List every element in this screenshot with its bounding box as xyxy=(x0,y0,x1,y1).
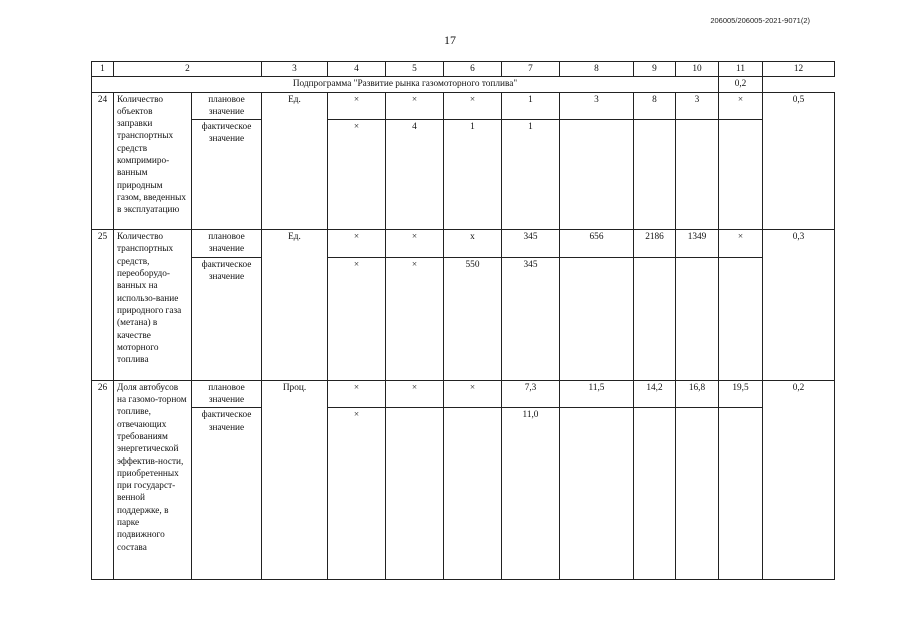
actual-value: × xyxy=(386,257,444,380)
planned-value: 16,8 xyxy=(676,380,719,408)
indicator-table xyxy=(91,61,835,580)
planned-value: 3 xyxy=(560,92,634,120)
actual-value: × xyxy=(328,257,386,380)
indicator-name: Количество объектов заправки транспортных средств компримиро-ванным природным газом, введенных в эксплуатацию xyxy=(114,92,192,230)
actual-value xyxy=(560,120,634,230)
page-number: 17 xyxy=(444,33,456,47)
planned-value: × xyxy=(386,380,444,408)
unit: Ед. xyxy=(262,230,328,381)
planned-value: × xyxy=(386,230,444,258)
document-id: 206005/206005-2021-9071(2) xyxy=(710,16,810,25)
unit: Ед. xyxy=(262,92,328,230)
planned-value: × xyxy=(444,92,502,120)
planned-value: 11,5 xyxy=(560,380,634,408)
subprogram-title: Подпрограмма "Развитие рынка газомоторного топлива" xyxy=(92,77,719,92)
actual-value xyxy=(634,408,676,580)
actual-label: фактическое значение xyxy=(192,408,262,580)
column-number: 10 xyxy=(676,62,719,77)
actual-value xyxy=(634,120,676,230)
column-number: 1 xyxy=(92,62,114,77)
table-row xyxy=(92,380,835,408)
column-number: 2 xyxy=(114,62,262,77)
column-number-row xyxy=(92,62,835,77)
column-number: 12 xyxy=(763,62,835,77)
planned-value: x xyxy=(444,230,502,258)
planned-value: × xyxy=(328,92,386,120)
actual-value xyxy=(676,257,719,380)
planned-label: плановое значение xyxy=(192,230,262,258)
weight: 0,2 xyxy=(763,380,835,580)
column-number: 4 xyxy=(328,62,386,77)
indicator-name: Количество транспортных средств, переоборудо-ванных на использо-вание природного газа (метана) в качестве моторного топлива xyxy=(114,230,192,381)
planned-value: 3 xyxy=(676,92,719,120)
table-row xyxy=(92,92,835,120)
planned-value: × xyxy=(328,230,386,258)
planned-value: 656 xyxy=(560,230,634,258)
table-row xyxy=(92,257,835,380)
row-number: 25 xyxy=(92,230,114,381)
actual-value: 345 xyxy=(502,257,560,380)
actual-value: × xyxy=(328,408,386,580)
planned-value: 1 xyxy=(502,92,560,120)
planned-value: 7,3 xyxy=(502,380,560,408)
column-number: 9 xyxy=(634,62,676,77)
subprogram-row xyxy=(92,77,835,92)
actual-value: 11,0 xyxy=(502,408,560,580)
actual-value xyxy=(560,408,634,580)
planned-value: 345 xyxy=(502,230,560,258)
column-number: 11 xyxy=(719,62,763,77)
table-row xyxy=(92,230,835,258)
actual-value: 4 xyxy=(386,120,444,230)
column-number: 6 xyxy=(444,62,502,77)
subprogram-weight: 0,2 xyxy=(719,77,763,92)
actual-value xyxy=(676,408,719,580)
column-number: 3 xyxy=(262,62,328,77)
actual-label: фактическое значение xyxy=(192,257,262,380)
planned-value: × xyxy=(328,380,386,408)
planned-value: × xyxy=(719,230,763,258)
table-row xyxy=(92,408,835,580)
column-number: 8 xyxy=(560,62,634,77)
actual-value: 550 xyxy=(444,257,502,380)
planned-value: 1349 xyxy=(676,230,719,258)
row-number: 26 xyxy=(92,380,114,580)
actual-value: × xyxy=(328,120,386,230)
planned-value: 14,2 xyxy=(634,380,676,408)
actual-value: 1 xyxy=(444,120,502,230)
unit: Проц. xyxy=(262,380,328,580)
planned-value: × xyxy=(719,92,763,120)
planned-value: 2186 xyxy=(634,230,676,258)
table-row xyxy=(92,120,835,230)
actual-value xyxy=(719,120,763,230)
planned-value: 8 xyxy=(634,92,676,120)
actual-label: фактическое значение xyxy=(192,120,262,230)
planned-label: плановое значение xyxy=(192,380,262,408)
column-number: 5 xyxy=(386,62,444,77)
planned-value: 19,5 xyxy=(719,380,763,408)
weight: 0,5 xyxy=(763,92,835,230)
actual-value: 1 xyxy=(502,120,560,230)
column-number: 7 xyxy=(502,62,560,77)
actual-value xyxy=(676,120,719,230)
weight: 0,3 xyxy=(763,230,835,381)
actual-value xyxy=(444,408,502,580)
row-number: 24 xyxy=(92,92,114,230)
actual-value xyxy=(560,257,634,380)
planned-label: плановое значение xyxy=(192,92,262,120)
planned-value: × xyxy=(444,380,502,408)
actual-value xyxy=(386,408,444,580)
actual-value xyxy=(719,408,763,580)
planned-value: × xyxy=(386,92,444,120)
actual-value xyxy=(634,257,676,380)
indicator-name: Доля автобусов на газомо-торном топливе, отвечающих требованиям энергетической эффектив-ности, приобретенных при государст-венной поддержке, в парке подвижного состава xyxy=(114,380,192,580)
actual-value xyxy=(719,257,763,380)
